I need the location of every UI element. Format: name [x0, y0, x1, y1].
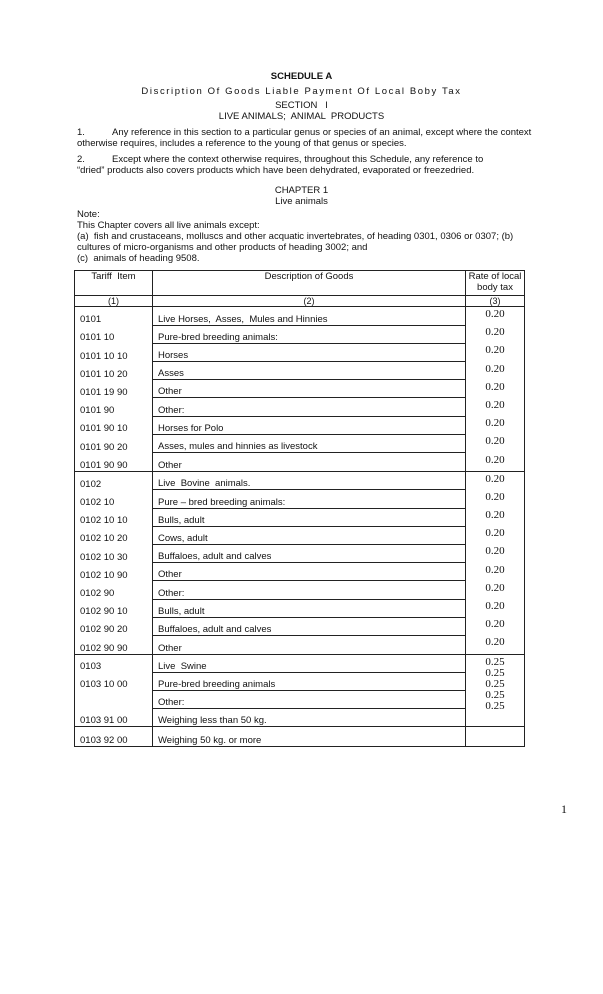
tariff-code: 0102 90 10: [75, 599, 153, 617]
tariff-code: 0102 10: [75, 490, 153, 508]
goods-description: Asses, mules and hinnies as livestock: [153, 434, 466, 452]
note-2-number: 2.: [77, 154, 85, 165]
tax-rate: 0.20: [466, 362, 525, 380]
goods-description: Horses for Polo: [153, 416, 466, 434]
tax-rate: 0.20: [466, 635, 525, 654]
tariff-code: 0101 10: [75, 325, 153, 343]
tax-rate: 0.20: [466, 380, 525, 398]
note-2-line2: “dried” products also covers products which have been dehydrated, evaporated or freezedried.: [77, 165, 475, 176]
tax-rate: 0.20: [466, 508, 525, 526]
tax-rate: 0.20: [466, 434, 525, 452]
table-row: [75, 544, 525, 562]
schedule-subtitle: Discription Of Goods Liable Payment Of Local Boby Tax: [141, 86, 462, 97]
goods-description: Cows, adult: [153, 526, 466, 544]
tariff-code: 0102: [75, 471, 153, 490]
tax-rate: 0.20: [466, 325, 525, 343]
tariff-code: 0101 19 90: [75, 380, 153, 398]
tax-rate: 0.20: [466, 617, 525, 635]
tariff-code: 0102 90 90: [75, 635, 153, 654]
tariff-code: 0103 10 00: [75, 672, 153, 690]
table-row: [75, 635, 525, 654]
goods-description: Other: [153, 563, 466, 581]
table-row: [75, 398, 525, 416]
table-row: [75, 343, 525, 361]
goods-description: Weighing 50 kg. or more: [153, 727, 466, 746]
tax-rate: 0.20: [466, 599, 525, 617]
table-row: [75, 490, 525, 508]
tax-rate: 0.25: [485, 688, 505, 701]
table-row: [75, 471, 525, 490]
table-row: [75, 599, 525, 617]
tax-rate: [466, 727, 525, 746]
note-label: Note:: [77, 209, 100, 220]
tax-rate: 0.20: [466, 581, 525, 599]
tariff-code: 0102 10 90: [75, 563, 153, 581]
header-rate-line2: body tax: [477, 282, 513, 293]
goods-description: Live Bovine animals.: [153, 471, 466, 490]
table-row: [75, 563, 525, 581]
tax-rate: 0.25: [485, 677, 505, 690]
goods-description: Other:: [153, 581, 466, 599]
schedule-title: SCHEDULE A: [270, 71, 333, 82]
note-line-1: This Chapter covers all live animals except:: [77, 220, 260, 231]
tariff-code: 0103: [75, 654, 153, 672]
table-row: [75, 654, 525, 672]
note-1-line2: otherwise requires, includes a reference to the young of that genus or species.: [77, 138, 407, 149]
tax-rate: 0.25: [485, 666, 505, 679]
goods-description: Horses: [153, 343, 466, 361]
tariff-code: 0101 90 90: [75, 453, 153, 472]
tariff-code: 0103 92 00: [75, 727, 153, 746]
goods-description: Weighing less than 50 kg.: [153, 709, 466, 727]
col-number-2: (2): [153, 296, 466, 307]
table-row: [75, 325, 525, 343]
page-number: 1: [561, 802, 567, 816]
goods-description: Other: [153, 453, 466, 472]
note-1-number: 1.: [77, 127, 85, 138]
col-number-3: (3): [466, 296, 525, 307]
table-row: [75, 690, 525, 708]
goods-description: Other: [153, 635, 466, 654]
table-row: [75, 362, 525, 380]
table-row: [75, 416, 525, 434]
goods-description: Buffaloes, adult and calves: [153, 544, 466, 562]
table-row: [75, 380, 525, 398]
tariff-code: [75, 690, 153, 708]
goods-description: Other: [153, 380, 466, 398]
table-row: [75, 453, 525, 472]
swine-rates-cell: [466, 654, 525, 727]
tax-rate: 0.20: [466, 453, 525, 472]
tariff-code: 0102 10 20: [75, 526, 153, 544]
tariff-code: 0101: [75, 307, 153, 326]
note-1-line1: Any reference in this section to a particular genus or species of an animal, except where the context: [112, 127, 532, 138]
header-tariff-item: Tariff Item: [75, 271, 153, 296]
table-row: [75, 617, 525, 635]
goods-description: Other:: [153, 690, 466, 708]
chapter-heading: CHAPTER 1: [274, 185, 329, 196]
note-line-2: (a) fish and crustaceans, molluscs and other acquatic invertebrates, of heading 0301, 0306 or 0307; (b): [77, 231, 514, 242]
table-row: [75, 581, 525, 599]
tariff-code: 0102 10 30: [75, 544, 153, 562]
goods-description: Live Swine: [153, 654, 466, 672]
tariff-code: 0101 10 20: [75, 362, 153, 380]
chapter-title: Live animals: [275, 196, 328, 207]
goods-description: Pure-bred breeding animals:: [153, 325, 466, 343]
tariff-code: 0102 10 10: [75, 508, 153, 526]
header-rate-line1: Rate of local: [468, 271, 522, 282]
col-number-1: (1): [75, 296, 153, 307]
tax-rate: 0.20: [466, 398, 525, 416]
goods-description: Bulls, adult: [153, 599, 466, 617]
goods-description: Asses: [153, 362, 466, 380]
tariff-code: 0103 91 00: [75, 709, 153, 727]
goods-description: Buffaloes, adult and calves: [153, 617, 466, 635]
tariff-code: 0101 90 20: [75, 434, 153, 452]
section-heading: SECTION I: [275, 100, 328, 111]
tax-rate: 0.20: [466, 490, 525, 508]
tariff-code: 0102 90: [75, 581, 153, 599]
tax-rate: 0.20: [466, 471, 525, 490]
tax-rate: 0.25: [485, 699, 505, 712]
tax-rate: 0.20: [466, 563, 525, 581]
tax-rate: 0.20: [466, 416, 525, 434]
table-row: [75, 508, 525, 526]
header-rate: [466, 271, 525, 296]
tax-rate: 0.20: [466, 307, 525, 326]
note-line-4: (c) animals of heading 9508.: [77, 253, 200, 264]
tariff-table: [74, 270, 525, 747]
tariff-code: 0101 90 10: [75, 416, 153, 434]
goods-description: Other:: [153, 398, 466, 416]
table-row: [75, 709, 525, 727]
table-row: [75, 434, 525, 452]
tariff-code: 0101 90: [75, 398, 153, 416]
table-row: [75, 307, 525, 326]
note-line-3: cultures of micro-organisms and other products of heading 3002; and: [77, 242, 368, 253]
table-row: [75, 727, 525, 746]
tariff-code: 0102 90 20: [75, 617, 153, 635]
note-2-line1: Except where the context otherwise requires, throughout this Schedule, any reference to: [112, 154, 484, 165]
goods-description: Live Horses, Asses, Mules and Hinnies: [153, 307, 466, 326]
tax-rate: 0.20: [466, 343, 525, 361]
tax-rate: 0.25: [485, 655, 505, 668]
goods-description: Pure-bred breeding animals: [153, 672, 466, 690]
goods-description: Bulls, adult: [153, 508, 466, 526]
table-row: [75, 672, 525, 690]
tariff-code: 0101 10 10: [75, 343, 153, 361]
tax-rate: 0.20: [466, 526, 525, 544]
tax-rate: 0.20: [466, 544, 525, 562]
section-title: LIVE ANIMALS; ANIMAL PRODUCTS: [218, 111, 385, 122]
header-description: Description of Goods: [153, 271, 466, 296]
goods-description: Pure – bred breeding animals:: [153, 490, 466, 508]
table-row: [75, 526, 525, 544]
